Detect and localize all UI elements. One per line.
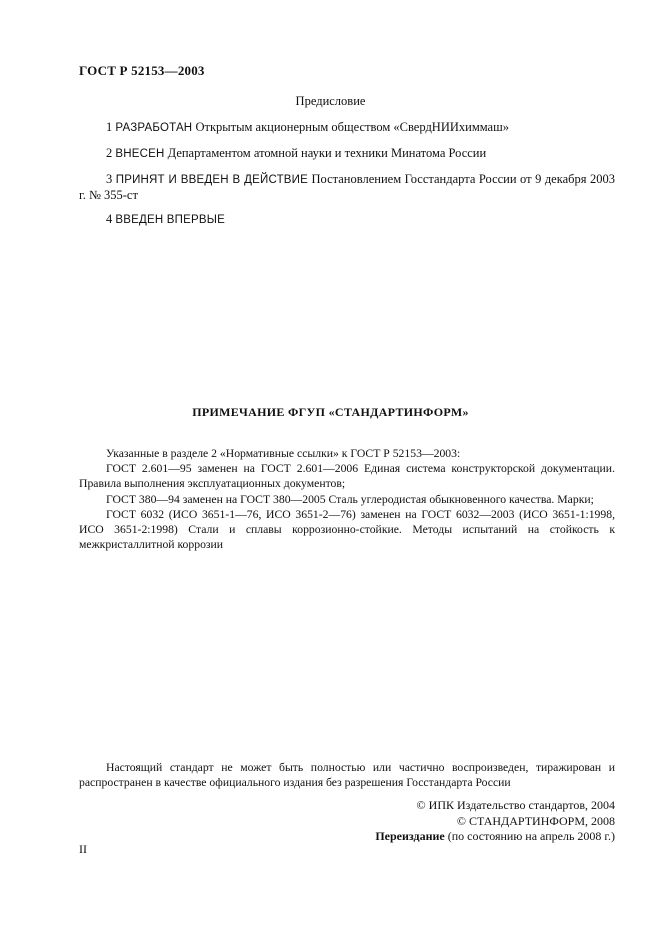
- item-caps: ПРИНЯТ И ВВЕДЕН В ДЕЙСТВИЕ: [115, 174, 309, 186]
- item-number: 2: [106, 146, 113, 160]
- item-text: Открытым акционерным обществом «СвердНИИхиммаш»: [192, 120, 509, 134]
- note-line: ГОСТ 380—94 заменен на ГОСТ 380—2005 Сталь углеродистая обыкновенного качества. Марки;: [106, 492, 594, 506]
- item-text: Постановлением Госстандарта России от 9 декабря 2003 г. № 355-ст: [79, 172, 616, 202]
- note-title: ПРИМЕЧАНИЕ ФГУП «СТАНДАРТИНФОРМ»: [192, 405, 469, 419]
- note-body: [79, 446, 615, 552]
- copyright-block: [375, 798, 615, 845]
- foreword-item-4: [79, 212, 615, 228]
- item-caps: ВНЕСЕН: [115, 148, 165, 160]
- note-line: ГОСТ 6032 (ИСО 3651-1—76, ИСО 3651-2—76) заменен на ГОСТ 6032—2003 (ИСО 3651-1:1998, ИСО 3651-2:1998) Стали и сплавы коррозионно-стойкие. Методы испытаний на стойкость к межкристаллитной коррозии: [79, 507, 615, 552]
- item-number: 4: [106, 212, 113, 226]
- item-number: 1: [106, 120, 113, 134]
- foreword-item-2: [79, 146, 615, 162]
- note-line: ГОСТ 2.601—95 заменен на ГОСТ 2.601—2006 Единая система конструкторской документации. Правила выполнения эксплуатационных документов;: [79, 462, 615, 491]
- item-caps: ВВЕДЕН ВПЕРВЫЕ: [115, 214, 225, 226]
- copyright-line: © СТАНДАРТИНФОРМ, 2008: [456, 813, 615, 828]
- copyright-line: © ИПК Издательство стандартов, 2004: [416, 798, 615, 812]
- item-number: 3: [106, 172, 113, 186]
- reissue-line: [375, 829, 615, 845]
- item-caps: РАЗРАБОТАН: [115, 122, 193, 134]
- reproduction-notice: Настоящий стандарт не может быть полностью или частично воспроизведен, тиражирован и распространен в качестве официального издания без разрешения Госстандарта России: [79, 761, 615, 790]
- page-number: II: [79, 842, 87, 856]
- document-code: ГОСТ Р 52153—2003: [79, 63, 205, 78]
- reissue-label: Переиздание: [375, 829, 445, 843]
- foreword-title: Предисловие: [295, 94, 366, 108]
- foreword-item-3: [79, 172, 615, 203]
- reissue-text: (по состоянию на апрель 2008 г.): [444, 829, 615, 843]
- foreword-item-1: [79, 120, 615, 136]
- item-text: Департаментом атомной науки и техники Минатома России: [164, 146, 487, 160]
- note-line: Указанные в разделе 2 «Нормативные ссылки» к ГОСТ Р 52153—2003:: [106, 447, 461, 460]
